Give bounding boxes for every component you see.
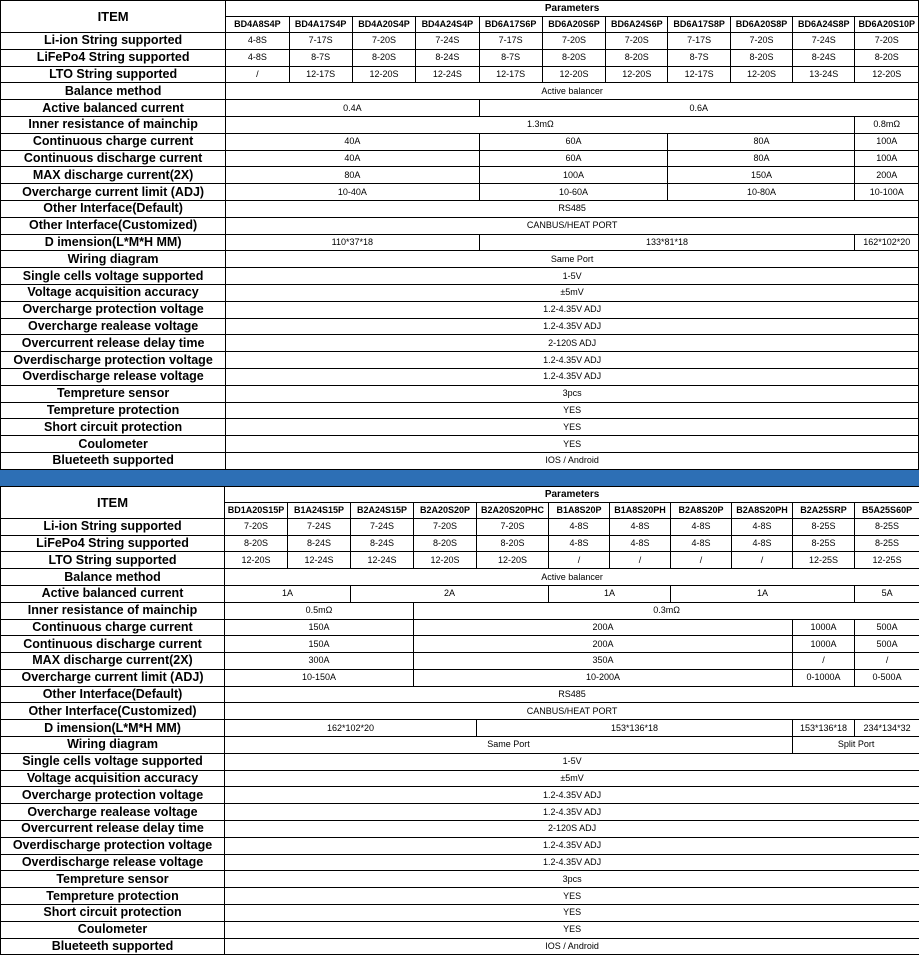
value-cell: 60A — [479, 133, 668, 150]
table-row — [1, 888, 919, 905]
value-cell: 12-20S — [606, 66, 668, 83]
row-label: Continuous charge current — [1, 619, 225, 636]
value-cell: 7-24S — [793, 33, 855, 50]
row-label: Li-ion String supported — [1, 518, 225, 535]
value-cell: 162*102*20 — [225, 720, 477, 737]
row-label: Inner resistance of mainchip — [1, 116, 226, 133]
row-label: Single cells voltage supported — [1, 753, 225, 770]
row-label: Voltage acquisition accuracy — [1, 284, 226, 301]
row-label: LiFePo4 String supported — [1, 49, 226, 66]
value-cell: 8-25S — [793, 518, 855, 535]
value-cell: 8-20S — [855, 49, 919, 66]
value-cell: 8-20S — [730, 49, 792, 66]
value-cell: 1.2-4.35V ADJ — [226, 368, 919, 385]
value-cell: 10-80A — [668, 184, 855, 201]
value-cell: Active balancer — [226, 83, 919, 100]
value-cell: 10-200A — [414, 669, 793, 686]
value-cell: 100A — [855, 150, 919, 167]
value-cell: 0.4A — [226, 100, 479, 117]
model-name: B2A8S20PH — [732, 502, 793, 518]
item-header: ITEM — [1, 486, 225, 518]
section-divider-band — [0, 470, 919, 486]
row-label: Tempreture sensor — [1, 871, 225, 888]
table-row — [1, 368, 919, 385]
value-cell: 12-25S — [793, 552, 855, 569]
value-cell: 1.2-4.35V ADJ — [225, 804, 919, 821]
row-label: Blueteeth supported — [1, 452, 226, 469]
row-label: Overcurrent release delay time — [1, 335, 226, 352]
value-cell: 2-120S ADJ — [225, 821, 919, 838]
row-label: Coulometer — [1, 436, 226, 453]
value-cell: IOS / Android — [225, 938, 919, 955]
value-cell: 8-20S — [225, 535, 288, 552]
value-cell: 3pcs — [225, 871, 919, 888]
value-cell: YES — [226, 419, 919, 436]
value-cell: 2-120S ADJ — [226, 335, 919, 352]
value-cell: 8-25S — [793, 535, 855, 552]
value-cell: 13-24S — [793, 66, 855, 83]
row-label: MAX discharge current(2X) — [1, 167, 226, 184]
value-cell: 4-8S — [549, 518, 610, 535]
value-cell: ±5mV — [226, 284, 919, 301]
table-row — [1, 268, 919, 285]
value-cell: Same Port — [226, 251, 919, 268]
header-row — [1, 486, 919, 502]
table-row — [1, 787, 919, 804]
table-row — [1, 737, 919, 754]
value-cell: 1.2-4.35V ADJ — [226, 301, 919, 318]
value-cell: 40A — [226, 150, 479, 167]
row-label: Continuous charge current — [1, 133, 226, 150]
value-cell: 8-24S — [416, 49, 479, 66]
value-cell: 0.6A — [479, 100, 919, 117]
table-row — [1, 938, 919, 955]
table-row — [1, 217, 919, 234]
value-cell: 500A — [855, 619, 919, 636]
table-row — [1, 770, 919, 787]
value-cell: 1.2-4.35V ADJ — [225, 854, 919, 871]
model-name: B2A25SRP — [793, 502, 855, 518]
table-row — [1, 619, 919, 636]
value-cell: 0.5mΩ — [225, 602, 414, 619]
value-cell: 12-24S — [351, 552, 414, 569]
value-cell: 8-20S — [414, 535, 477, 552]
value-cell: 7-17S — [479, 33, 542, 50]
value-cell: YES — [225, 888, 919, 905]
value-cell: 110*37*18 — [226, 234, 479, 251]
row-label: Overcharge current limit (ADJ) — [1, 669, 225, 686]
model-name: B2A20S20P — [414, 502, 477, 518]
value-cell: YES — [226, 436, 919, 453]
value-cell: 7-20S — [606, 33, 668, 50]
table-row — [1, 318, 919, 335]
value-cell: 8-25S — [855, 535, 919, 552]
value-cell: 7-20S — [542, 33, 605, 50]
table-row — [1, 133, 919, 150]
value-cell: 300A — [225, 653, 414, 670]
row-label: LTO String supported — [1, 552, 225, 569]
value-cell: 8-7S — [668, 49, 730, 66]
value-cell: 8-24S — [351, 535, 414, 552]
model-name: BD1A20S15P — [225, 502, 288, 518]
value-cell: 1.2-4.35V ADJ — [225, 837, 919, 854]
value-cell: 80A — [226, 167, 479, 184]
value-cell: 4-8S — [671, 535, 732, 552]
value-cell: 12-17S — [668, 66, 730, 83]
model-name: BD4A20S4P — [352, 17, 415, 33]
value-cell: 80A — [668, 133, 855, 150]
model-name: B1A8S20P — [549, 502, 610, 518]
row-label: Other Interface(Default) — [1, 200, 226, 217]
spec-table-1-body — [1, 1, 919, 470]
table-row — [1, 184, 919, 201]
row-label: Continuous discharge current — [1, 150, 226, 167]
row-label: Tempreture protection — [1, 402, 226, 419]
table-row — [1, 419, 919, 436]
value-cell: RS485 — [225, 686, 919, 703]
model-name: BD6A17S8P — [668, 17, 730, 33]
row-label: Tempreture protection — [1, 888, 225, 905]
model-name: BD6A20S8P — [730, 17, 792, 33]
value-cell: 1A — [225, 585, 351, 602]
row-label: Balance method — [1, 83, 226, 100]
value-cell: 12-17S — [479, 66, 542, 83]
value-cell: 10-40A — [226, 184, 479, 201]
value-cell: 12-24S — [288, 552, 351, 569]
table-row — [1, 703, 919, 720]
value-cell: 100A — [479, 167, 668, 184]
value-cell: 4-8S — [226, 33, 289, 50]
row-label: Overcharge protection voltage — [1, 301, 226, 318]
model-name: B2A8S20P — [671, 502, 732, 518]
value-cell: 153*136*18 — [793, 720, 855, 737]
value-cell: 150A — [225, 636, 414, 653]
row-label: Overcharge current limit (ADJ) — [1, 184, 226, 201]
value-cell: IOS / Android — [226, 452, 919, 469]
table-row — [1, 552, 919, 569]
model-name: B1A8S20PH — [610, 502, 671, 518]
spec-table-2 — [0, 486, 919, 956]
value-cell: 7-17S — [289, 33, 352, 50]
value-cell: 12-25S — [855, 552, 919, 569]
row-label: Active balanced current — [1, 585, 225, 602]
row-label: Wiring diagram — [1, 251, 226, 268]
table-row — [1, 871, 919, 888]
row-label: Other Interface(Default) — [1, 686, 225, 703]
table-row — [1, 585, 919, 602]
value-cell: 8-24S — [288, 535, 351, 552]
value-cell: Same Port — [225, 737, 793, 754]
item-header: ITEM — [1, 1, 226, 33]
value-cell: 2A — [351, 585, 549, 602]
row-label: Overdischarge release voltage — [1, 368, 226, 385]
value-cell: / — [793, 653, 855, 670]
row-label: Single cells voltage supported — [1, 268, 226, 285]
spec-table-2-body — [1, 486, 919, 955]
value-cell: / — [671, 552, 732, 569]
value-cell: CANBUS/HEAT PORT — [225, 703, 919, 720]
value-cell: 7-20S — [477, 518, 549, 535]
value-cell: 0-1000A — [793, 669, 855, 686]
table-row — [1, 569, 919, 586]
value-cell: 0.3mΩ — [414, 602, 919, 619]
table-row — [1, 452, 919, 469]
value-cell: 1.2-4.35V ADJ — [225, 787, 919, 804]
row-label: Balance method — [1, 569, 225, 586]
table-row — [1, 636, 919, 653]
value-cell: 80A — [668, 150, 855, 167]
row-label: LiFePo4 String supported — [1, 535, 225, 552]
value-cell: 150A — [225, 619, 414, 636]
model-name: BD4A24S4P — [416, 17, 479, 33]
value-cell: 12-20S — [855, 66, 919, 83]
table-row — [1, 100, 919, 117]
table-row — [1, 234, 919, 251]
value-cell: Split Port — [793, 737, 919, 754]
row-label: Overdischarge release voltage — [1, 854, 225, 871]
table-row — [1, 301, 919, 318]
row-label: MAX discharge current(2X) — [1, 653, 225, 670]
row-label: Short circuit protection — [1, 905, 225, 922]
value-cell: 8-25S — [855, 518, 919, 535]
value-cell: 5A — [855, 585, 919, 602]
table-row — [1, 83, 919, 100]
value-cell: 4-8S — [671, 518, 732, 535]
row-label: Overcharge realease voltage — [1, 804, 225, 821]
table-row — [1, 284, 919, 301]
value-cell: 200A — [414, 619, 793, 636]
value-cell: 10-60A — [479, 184, 668, 201]
table-row — [1, 402, 919, 419]
value-cell: 7-24S — [351, 518, 414, 535]
value-cell: 4-8S — [226, 49, 289, 66]
model-name: BD6A24S8P — [793, 17, 855, 33]
value-cell: 8-20S — [606, 49, 668, 66]
table-row — [1, 167, 919, 184]
table-row — [1, 335, 919, 352]
value-cell: 7-20S — [225, 518, 288, 535]
value-cell: 1-5V — [226, 268, 919, 285]
value-cell: / — [732, 552, 793, 569]
table-row — [1, 602, 919, 619]
table-row — [1, 518, 919, 535]
value-cell: 7-20S — [414, 518, 477, 535]
model-name: BD4A17S4P — [289, 17, 352, 33]
value-cell: 200A — [414, 636, 793, 653]
value-cell: YES — [225, 905, 919, 922]
row-label: Li-ion String supported — [1, 33, 226, 50]
model-name: BD6A17S6P — [479, 17, 542, 33]
value-cell: 8-20S — [352, 49, 415, 66]
value-cell: 12-20S — [542, 66, 605, 83]
row-label: Short circuit protection — [1, 419, 226, 436]
value-cell: Active balancer — [225, 569, 919, 586]
model-name: BD4A8S4P — [226, 17, 289, 33]
table-row — [1, 686, 919, 703]
row-label: Overcurrent release delay time — [1, 821, 225, 838]
row-label: D imension(L*M*H MM) — [1, 234, 226, 251]
value-cell: 12-20S — [477, 552, 549, 569]
row-label: Overcharge realease voltage — [1, 318, 226, 335]
row-label: Overdischarge protection voltage — [1, 837, 225, 854]
table-row — [1, 385, 919, 402]
value-cell: 10-100A — [855, 184, 919, 201]
parameters-header: Parameters — [226, 1, 919, 17]
row-label: Continuous discharge current — [1, 636, 225, 653]
table-row — [1, 535, 919, 552]
value-cell: 350A — [414, 653, 793, 670]
row-label: Voltage acquisition accuracy — [1, 770, 225, 787]
table-row — [1, 854, 919, 871]
value-cell: 4-8S — [732, 518, 793, 535]
row-label: Overdischarge protection voltage — [1, 352, 226, 369]
value-cell: 7-20S — [855, 33, 919, 50]
table-row — [1, 821, 919, 838]
table-row — [1, 653, 919, 670]
row-label: Wiring diagram — [1, 737, 225, 754]
value-cell: 8-24S — [793, 49, 855, 66]
value-cell: 12-20S — [730, 66, 792, 83]
value-cell: 3pcs — [226, 385, 919, 402]
value-cell: RS485 — [226, 200, 919, 217]
value-cell: 4-8S — [732, 535, 793, 552]
value-cell: 12-24S — [416, 66, 479, 83]
table-row — [1, 66, 919, 83]
value-cell: / — [610, 552, 671, 569]
row-label: Overcharge protection voltage — [1, 787, 225, 804]
table-row — [1, 150, 919, 167]
value-cell: 150A — [668, 167, 855, 184]
table-row — [1, 251, 919, 268]
value-cell: 1-5V — [225, 753, 919, 770]
row-label: Blueteeth supported — [1, 938, 225, 955]
table-row — [1, 49, 919, 66]
model-name: B2A24S15P — [351, 502, 414, 518]
value-cell: 0-500A — [855, 669, 919, 686]
value-cell: 4-8S — [549, 535, 610, 552]
value-cell: 133*81*18 — [479, 234, 855, 251]
value-cell: 162*102*20 — [855, 234, 919, 251]
value-cell: 153*136*18 — [477, 720, 793, 737]
parameters-header: Parameters — [225, 486, 919, 502]
table-row — [1, 921, 919, 938]
table-row — [1, 837, 919, 854]
value-cell: 7-17S — [668, 33, 730, 50]
table-row — [1, 669, 919, 686]
value-cell: 1A — [671, 585, 855, 602]
row-label: D imension(L*M*H MM) — [1, 720, 225, 737]
table-row — [1, 720, 919, 737]
value-cell: 60A — [479, 150, 668, 167]
value-cell: 7-20S — [730, 33, 792, 50]
table-row — [1, 200, 919, 217]
value-cell: 8-20S — [477, 535, 549, 552]
value-cell: 1.2-4.35V ADJ — [226, 352, 919, 369]
value-cell: 8-7S — [289, 49, 352, 66]
value-cell: 4-8S — [610, 518, 671, 535]
value-cell: 40A — [226, 133, 479, 150]
model-name: BD6A20S10P — [855, 17, 919, 33]
spec-table-1 — [0, 0, 919, 470]
value-cell: 1000A — [793, 636, 855, 653]
value-cell: CANBUS/HEAT PORT — [226, 217, 919, 234]
table-row — [1, 116, 919, 133]
row-label: Other Interface(Customized) — [1, 703, 225, 720]
value-cell: 10-150A — [225, 669, 414, 686]
value-cell: 7-24S — [416, 33, 479, 50]
value-cell: 8-20S — [542, 49, 605, 66]
table-row — [1, 905, 919, 922]
value-cell: 500A — [855, 636, 919, 653]
value-cell: 12-20S — [414, 552, 477, 569]
value-cell: / — [855, 653, 919, 670]
value-cell: 1.3mΩ — [226, 116, 855, 133]
value-cell: 1.2-4.35V ADJ — [226, 318, 919, 335]
value-cell: / — [226, 66, 289, 83]
row-label: LTO String supported — [1, 66, 226, 83]
table-row — [1, 352, 919, 369]
value-cell: 12-20S — [352, 66, 415, 83]
value-cell: 200A — [855, 167, 919, 184]
value-cell: 12-20S — [225, 552, 288, 569]
table-row — [1, 804, 919, 821]
row-label: Inner resistance of mainchip — [1, 602, 225, 619]
model-name: B2A20S20PHC — [477, 502, 549, 518]
value-cell: / — [549, 552, 610, 569]
value-cell: 8-7S — [479, 49, 542, 66]
value-cell: 7-24S — [288, 518, 351, 535]
table-row — [1, 753, 919, 770]
value-cell: ±5mV — [225, 770, 919, 787]
value-cell: 0.8mΩ — [855, 116, 919, 133]
table-row — [1, 33, 919, 50]
table-row — [1, 436, 919, 453]
row-label: Tempreture sensor — [1, 385, 226, 402]
row-label: Active balanced current — [1, 100, 226, 117]
model-name: BD6A20S6P — [542, 17, 605, 33]
value-cell: 7-20S — [352, 33, 415, 50]
value-cell: 12-17S — [289, 66, 352, 83]
value-cell: 1000A — [793, 619, 855, 636]
model-name: BD6A24S6P — [606, 17, 668, 33]
header-row — [1, 1, 919, 17]
value-cell: 1A — [549, 585, 671, 602]
model-name: B1A24S15P — [288, 502, 351, 518]
value-cell: 234*134*32 — [855, 720, 919, 737]
row-label: Coulometer — [1, 921, 225, 938]
value-cell: 100A — [855, 133, 919, 150]
value-cell: YES — [226, 402, 919, 419]
value-cell: YES — [225, 921, 919, 938]
value-cell: 4-8S — [610, 535, 671, 552]
row-label: Other Interface(Customized) — [1, 217, 226, 234]
model-name: B5A25S60P — [855, 502, 919, 518]
